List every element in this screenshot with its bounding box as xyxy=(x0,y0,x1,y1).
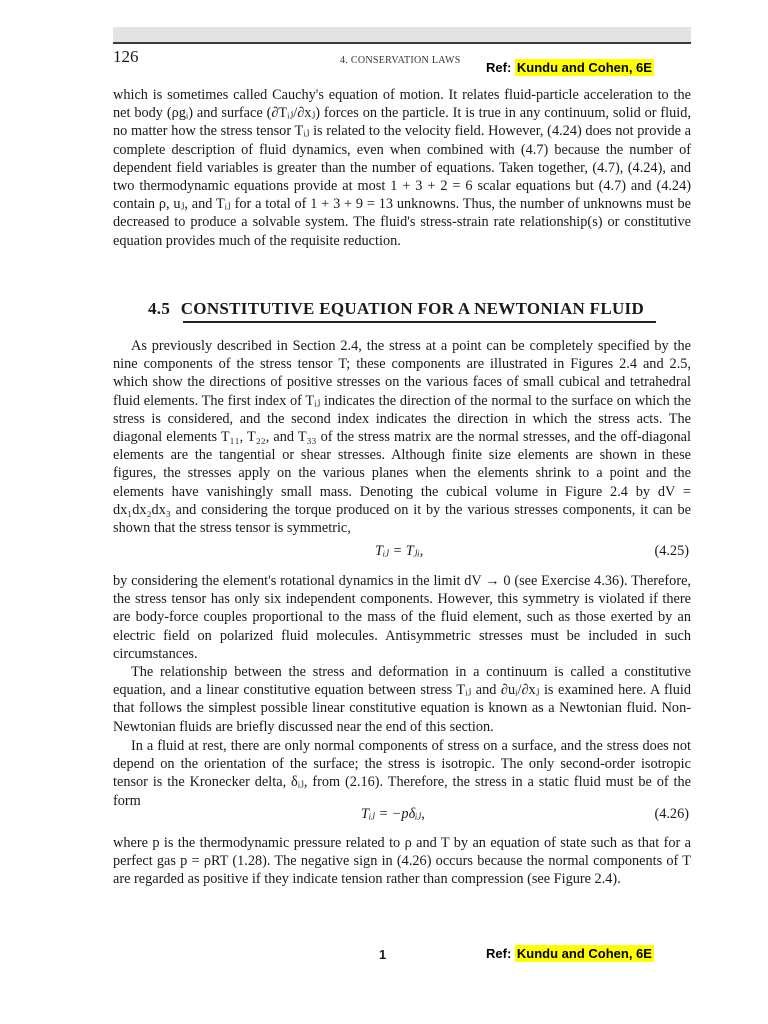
running-head: 4. CONSERVATION LAWS xyxy=(340,55,461,66)
reference-label-top xyxy=(486,60,654,75)
reference-prefix: Ref: xyxy=(486,60,512,75)
reference-label-bottom xyxy=(486,946,654,961)
equation-expression: Tᵢⱼ = −pδᵢⱼ, xyxy=(361,806,425,822)
footer-page-number: 1 xyxy=(379,947,387,962)
paragraph-fluid-at-rest: In a fluid at rest, there are only normal components of stress on a surface, and the stress does not depend on the orientation of the surface; the stress is isotropic. The only second-order isotropic tensor is the Kronecker delta, δᵢⱼ, from (2.16). Therefore, the stress in a static fluid must be of the form xyxy=(113,738,691,809)
paragraph-thermodynamic-pressure: where p is the thermodynamic pressure related to ρ and T by an equation of state such as that for a perfect gas p = ρRT (1.28). The negative sign in (4.26) occurs because the normal components of T are regarded as positive if they indicate tension rather than compression (see Figure 2.4). xyxy=(113,835,691,888)
equation-label: (4.25) xyxy=(654,543,689,559)
reference-highlight: Kundu and Cohen, 6E xyxy=(516,946,652,961)
page-number: 126 xyxy=(113,47,139,66)
section-heading xyxy=(148,299,644,319)
section-number: 4.5 xyxy=(148,299,171,318)
reference-highlight: Kundu and Cohen, 6E xyxy=(516,60,652,75)
paragraph-stress-tensor: As previously described in Section 2.4, the stress at a point can be completely specified by the nine components of the stress tensor T; these components are illustrated in Figures 2.4 and 2.5, which show the directions of positive stresses on the various faces of small cubical and tetrahedral fluid elements. The first index of Tᵢⱼ indicates the direction of the normal to the surface on which the stress is considered, and the second index indicates the direction in which the stress acts. The diagonal elements T₁₁, T₂₂, and T₃₃ of the stress matrix are the normal stresses, and the off-diagonal elements are the tangential or shear stresses. Although finite size elements are shown in these figures, the stresses apply on the various planes when the elements shrink to a point and the elements have vanishingly small mass. Denoting the cubical volume in Figure 2.4 by dV = dx₁dx₂dx₃ and considering the torque produced on it by the various stresses components, it can be shown that the stress tensor is symmetric, xyxy=(113,338,691,537)
section-title: CONSTITUTIVE EQUATION FOR A NEWTONIAN FLUID xyxy=(180,299,645,318)
equation-4-25 xyxy=(113,543,691,563)
header-band xyxy=(113,27,691,42)
reference-prefix: Ref: xyxy=(486,946,512,961)
equation-expression: Tᵢⱼ = Tⱼᵢ, xyxy=(375,543,424,559)
equation-label: (4.26) xyxy=(654,806,689,822)
equation-4-26 xyxy=(113,806,691,826)
header-rule xyxy=(113,42,691,44)
paragraph-symmetry: by considering the element's rotational dynamics in the limit dV → 0 (see Exercise 4.36). Therefore, the stress tensor has only six independent components. However, this symmetry is violated if there are body-force couples proportional to the mass of the fluid element, such as those exerted by an electric field on polarized fluid molecules. Antisymmetric stresses must be included in such circumstances. xyxy=(113,573,691,662)
paragraph-constitutive: The relationship between the stress and deformation in a continuum is called a constitutive equation, and a linear constitutive equation between stress Tᵢⱼ and ∂uᵢ/∂xⱼ is examined here. A fluid that follows the simplest possible linear constitutive equation is known as a Newtonian fluid. Non-Newtonian fluids are briefly discussed near the end of this section. xyxy=(113,664,691,735)
paragraph-continuation: which is sometimes called Cauchy's equation of motion. It relates fluid-particle acceleration to the net body (ρgᵢ) and surface (∂Tᵢⱼ/∂xⱼ) forces on the particle. It is true in any continuum, solid or fluid, no matter how the stress tensor Tᵢⱼ is related to the velocity field. However, (4.24) does not provide a complete description of fluid dynamics, even when combined with (4.7) because the number of dependent field variables is greater than the number of equations. Taken together, (4.7), (4.24), and two thermodynamic equations provide at most 1 + 3 + 2 = 6 scalar equations but (4.7) and (4.24) contain ρ, uⱼ, and Tᵢⱼ for a total of 1 + 3 + 9 = 13 unknowns. Thus, the number of unknowns must be decreased to produce a solvable system. The fluid's stress-strain rate relationship(s) or constitutive equation provides much of the requisite reduction. xyxy=(113,87,691,249)
section-heading-underline xyxy=(183,321,656,323)
